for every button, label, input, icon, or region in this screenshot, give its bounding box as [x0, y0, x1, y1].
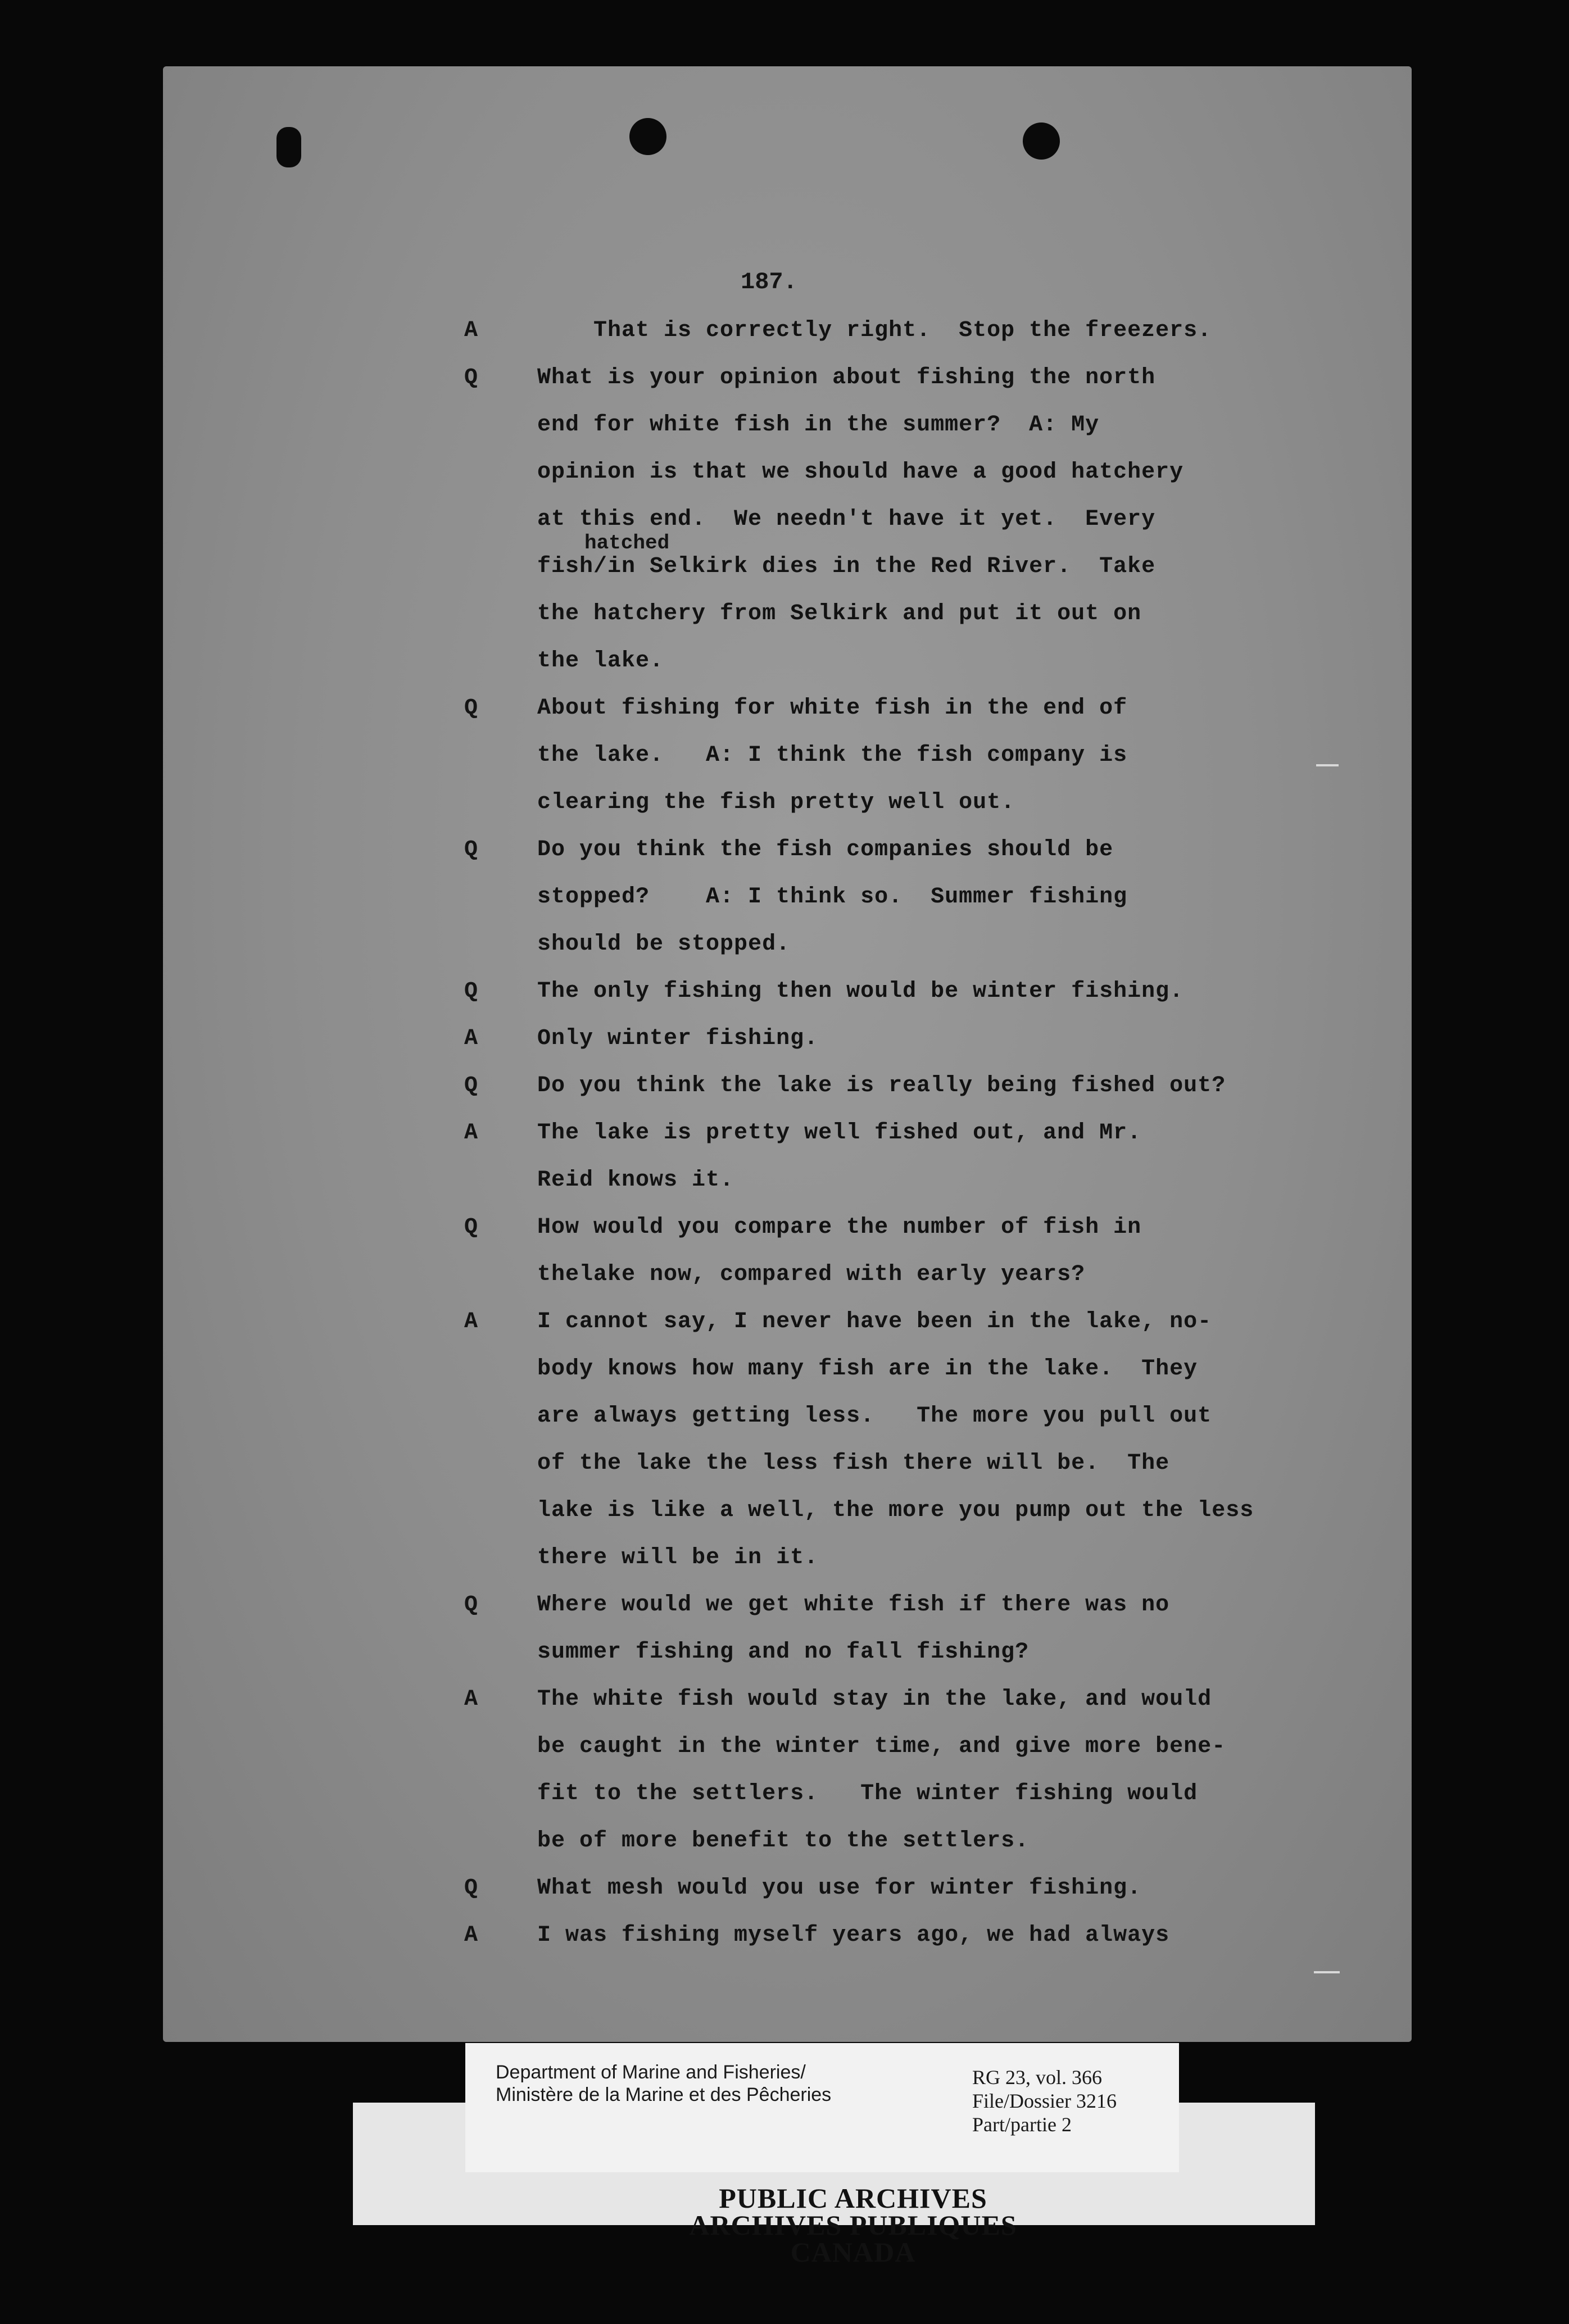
transcript-line: should be stopped. [537, 932, 791, 957]
transcript-line: How would you compare the number of fish in [537, 1215, 1142, 1240]
transcript-line: Reid knows it. [537, 1168, 734, 1193]
transcript-line: the lake. A: I think the fish company is [537, 743, 1128, 768]
transcript-line: Do you think the fish companies should be [537, 837, 1114, 863]
edge-mark [1316, 764, 1339, 766]
transcript-line: opinion is that we should have a good hatchery [537, 460, 1184, 485]
question-marker: Q [464, 1876, 478, 1901]
page-number: 187. [741, 269, 797, 296]
transcript-line: Do you think the lake is really being fished out? [537, 1073, 1226, 1099]
transcript-line: end for white fish in the summer? A: My [537, 412, 1100, 438]
archives-stamp [465, 2182, 1241, 2268]
transcript-line: be caught in the winter time, and give more bene- [537, 1734, 1226, 1759]
question-marker: Q [464, 696, 478, 721]
transcript-line: About fishing for white fish in the end of [537, 696, 1128, 721]
department-label [496, 2061, 831, 2106]
transcript-line: summer fishing and no fall fishing? [537, 1640, 1030, 1665]
transcript-line: What mesh would you use for winter fishing. [537, 1876, 1142, 1901]
transcript-line: of the lake the less fish there will be. The [537, 1451, 1170, 1476]
answer-marker: A [464, 1309, 478, 1335]
department-english: Department of Marine and Fisheries/ [496, 2062, 806, 2083]
answer-marker: A [464, 1923, 478, 1948]
transcript-line: lake is like a well, the more you pump out the less [537, 1498, 1254, 1523]
answer-marker: A [464, 1687, 478, 1712]
transcript-line: be of more benefit to the settlers. [537, 1828, 1030, 1854]
question-marker: Q [464, 837, 478, 863]
transcript-line: The only fishing then would be winter fishing. [537, 979, 1184, 1004]
transcript-line: I was fishing myself years ago, we had always [537, 1923, 1170, 1948]
transcript-line: the hatchery from Selkirk and put it out on [537, 601, 1142, 627]
reference-label [972, 2066, 1117, 2136]
transcript-line: thelake now, compared with early years? [537, 1262, 1086, 1287]
transcript-line: are always getting less. The more you pull out [537, 1404, 1212, 1429]
question-marker: Q [464, 365, 478, 391]
punch-hole [276, 127, 301, 167]
transcript-line: The lake is pretty well fished out, and Mr. [537, 1120, 1142, 1146]
transcript-line: clearing the fish pretty well out. [537, 790, 1015, 815]
answer-marker: A [464, 1026, 478, 1051]
file-number: File/Dossier 3216 [972, 2090, 1117, 2112]
archives-english: PUBLIC ARCHIVES [719, 2182, 987, 2214]
department-french: Ministère de la Marine et des Pêcheries [496, 2084, 832, 2105]
transcript-line: What is your opinion about fishing the north [537, 365, 1156, 391]
part-number: Part/partie 2 [972, 2113, 1072, 2136]
punch-hole [1023, 122, 1060, 160]
transcript-line: fit to the settlers. The winter fishing would [537, 1781, 1198, 1806]
archives-french: ARCHIVES PUBLIQUES [689, 2209, 1017, 2241]
answer-marker: A [464, 318, 478, 343]
transcript-line: stopped? A: I think so. Summer fishing [537, 884, 1128, 910]
transcript-line: at this end. We needn't have it yet. Every [537, 507, 1156, 532]
transcript-line: Where would we get white fish if there was no [537, 1592, 1170, 1618]
transcript-line: The white fish would stay in the lake, and would [537, 1687, 1212, 1712]
transcript-line: Only winter fishing. [537, 1026, 819, 1051]
edge-mark [1314, 1971, 1340, 1973]
handwritten-insertion: hatched [584, 532, 670, 555]
archives-country: CANADA [790, 2236, 916, 2268]
question-marker: Q [464, 979, 478, 1004]
transcript-line: That is correctly right. Stop the freezers. [537, 318, 1212, 343]
transcript-line: the lake. [537, 648, 664, 674]
record-group: RG 23, vol. 366 [972, 2066, 1103, 2089]
transcript-line: there will be in it. [537, 1545, 819, 1570]
answer-marker: A [464, 1120, 478, 1146]
question-marker: Q [464, 1215, 478, 1240]
transcript-line: fish/in Selkirk dies in the Red River. Take [537, 554, 1156, 579]
transcript-line: body knows how many fish are in the lake. They [537, 1356, 1198, 1382]
question-marker: Q [464, 1073, 478, 1099]
punch-hole [629, 118, 666, 155]
transcript-line: I cannot say, I never have been in the lake, no- [537, 1309, 1212, 1335]
question-marker: Q [464, 1592, 478, 1618]
